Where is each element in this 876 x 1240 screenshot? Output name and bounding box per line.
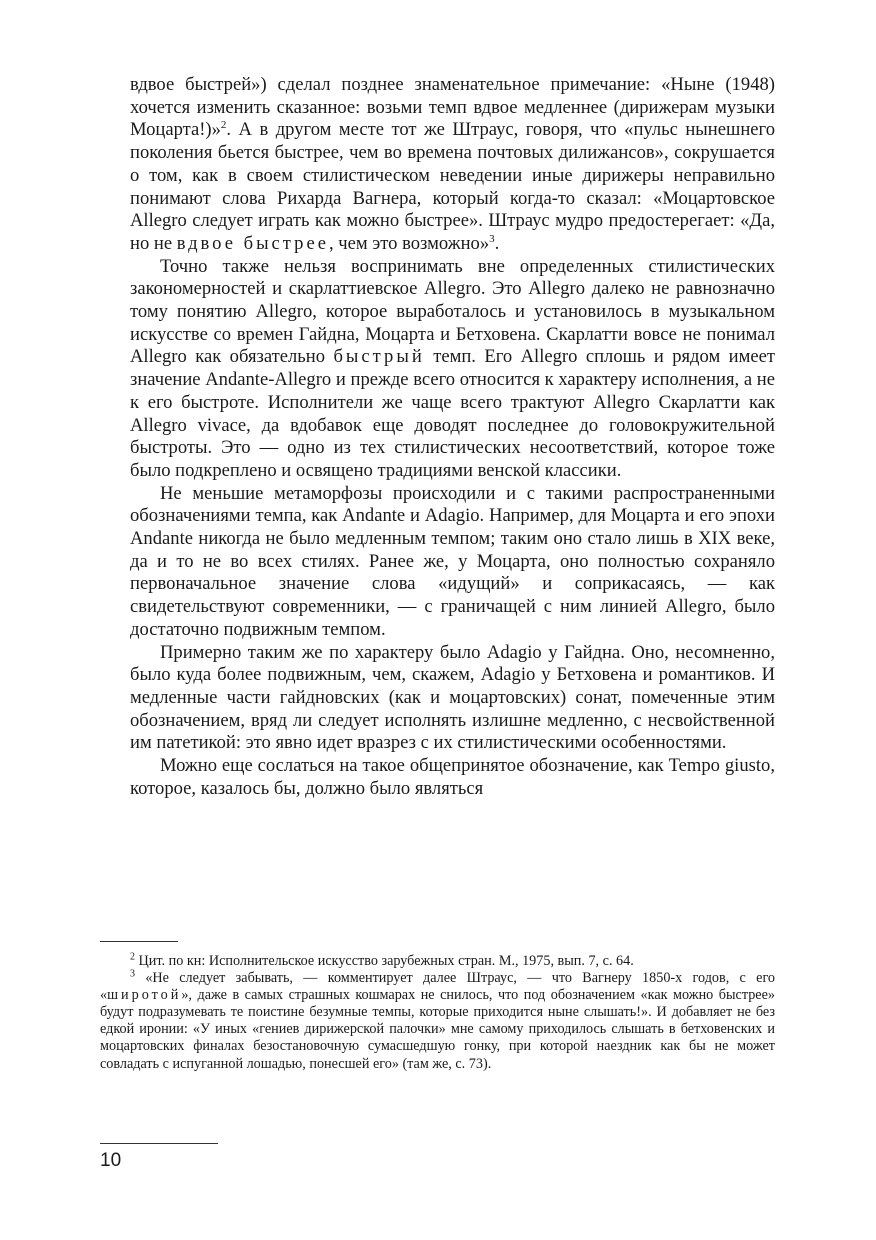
footnote-3-part-b: », даже в самых страшных кошмарах не снилось, что под обозначением «как можно быстрее» будут подразумевать те поистине безумные темпы, которые приходится ныне слышать!». И добавляет не без едкой иронии: «У иных «гениев дирижерской палочки» мне самому приходилось слышать в бетховенских и моцартовских финалах безостановочную сумасшедшую гонку, при которой наездник как бы не может совладать с испуганной лошадью, понесшей его» (там же, с. 73). bbox=[100, 987, 775, 1072]
footnote-3-marker: 3 bbox=[130, 968, 135, 980]
spaced-emphasis: широтой bbox=[107, 987, 182, 1004]
spaced-emphasis: быстрый bbox=[333, 346, 425, 368]
paragraph-4: Примерно таким же по характеру было Adagio у Гайдна. Оно, несомненно, было куда более подвижным, чем, скажем, Adagio у Бетховена и романтиков. И медленные части гайдновских (как и моцартовских) сонат, помеченные этим обозначением, вряд ли следует исполнять излишне медленно, с несвойственной им патетикой: это явно идет вразрез с их стилистическими особенностями. bbox=[130, 641, 775, 754]
paragraph-3: Не меньшие метаморфозы происходили и с такими распространенными обозначениями темпа, как Andante и Adagio. Например, для Моцарта и его эпохи Andante никогда не было медленным темпом; таким оно стало лишь в XIX веке, да и то не во всех стилях. Ранее же, у Моцарта, оно полностью сохраняло первоначальное значение слова «идущий» и соприкасаясь, — как свидетельствуют современники, — с граничащей с ним линией Allegro, было достаточно подвижным темпом. bbox=[130, 482, 775, 640]
paragraph-5: Можно еще сослаться на такое общепринятое обозначение, как Tempo giusto, которое, казалось бы, должно было являться bbox=[130, 755, 775, 799]
footnotes bbox=[100, 953, 775, 1073]
paragraph-2-part-a: Точно также нельзя воспринимать вне определенных стилистических закономерностей и скарлаттиевское Allegro. Это Allegro далеко не равнозначно тому понятию Allegro, которое выработалось и установилось в музыкальном искусстве со времен Гайдна, Моцарта и Бетховена. Скарлатти вовсе не понимал Allegro как обязательно bbox=[130, 255, 775, 368]
paragraph-2 bbox=[130, 256, 775, 483]
paragraph-1-part-d: . bbox=[494, 232, 500, 254]
footnote-2-text: Цит. по кн: Исполнительское искусство зарубежных стран. М., 1975, вып. 7, с. 64. bbox=[138, 953, 634, 969]
footnote-3-part-a: «Не следует забывать, — комментирует далее Штраус, — что Вагнеру 1850-х годов, с его « bbox=[100, 970, 776, 1004]
paragraph-1 bbox=[130, 74, 775, 256]
page-number: 10 bbox=[100, 1150, 122, 1171]
footnote-2-marker: 2 bbox=[130, 951, 135, 963]
paragraph-1-part-b: . А в другом месте тот же Штраус, говоря, что «пульс нынешнего поколения бьется быстрее, чем во времена почтовых дилижансов», сокрушается о том, как в своем стилистическом неведении иные дирижеры неправильно понимают слова Рихарда Вагнера, который когда-то сказал: «Моцартовское Allegro следует играть как можно быстрее». Штраус мудро предостерегает: «Да, но не bbox=[130, 119, 775, 254]
footnote-ref-3: 3 bbox=[489, 232, 495, 245]
paragraph-1-part-a: вдвое быстрей») сделал позднее знаменательное примечание: «Ныне (1948) хочется изменить сказанное: возьми темп вдвое медленнее (дирижерам музыки Моцарта!)» bbox=[130, 74, 775, 141]
page-number-rule bbox=[100, 1143, 218, 1144]
paragraph-1-part-c: , чем это возможно» bbox=[328, 232, 490, 254]
paragraph-2-part-b: темп. Его Allegro сплошь и рядом имеет значение Andante-Allegro и прежде всего относится к характеру исполнения, а не к его быстроте. Исполнители же чаще всего трактуют Allegro Скарлатти как Allegro vivace, да вдобавок еще доводят последнее до головокружительной быстроты. Это — одно из тех стилистических несоответствий, которое тоже было подкреплено и освящено традициями венской классики. bbox=[130, 346, 775, 481]
main-text bbox=[130, 74, 775, 801]
spaced-emphasis: вдвое быстрее bbox=[176, 232, 329, 254]
footnote-ref-2: 2 bbox=[220, 119, 227, 132]
footnote-3 bbox=[100, 970, 775, 1073]
footnote-2 bbox=[100, 953, 775, 970]
footnote-separator bbox=[100, 941, 178, 942]
